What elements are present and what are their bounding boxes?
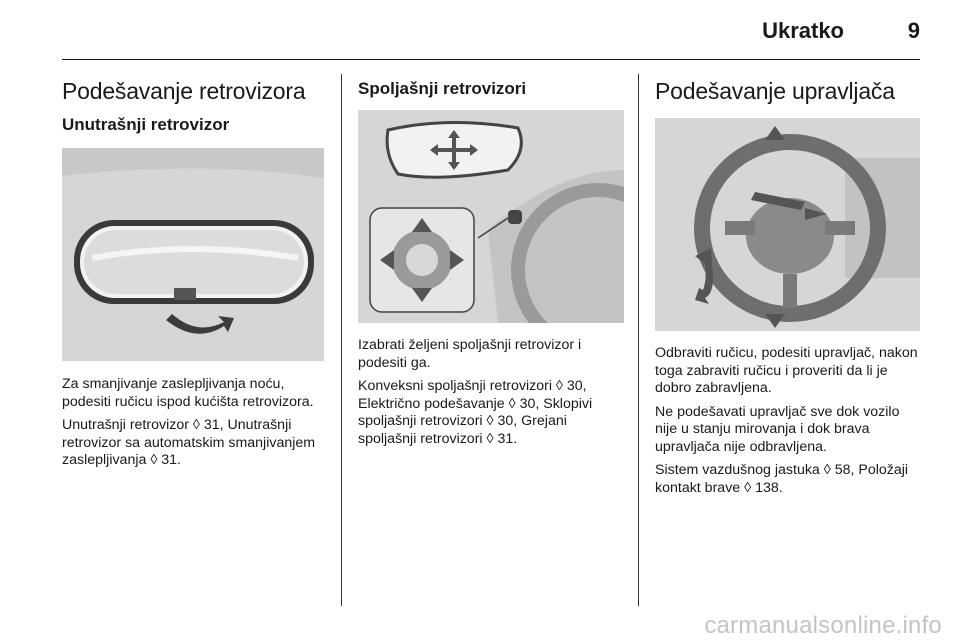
section-heading: Podešavanje retrovizora [62, 78, 306, 104]
section-heading: Podešavanje upravljača [655, 78, 895, 104]
body-paragraph: Ne podešavati upravljač sve dok vozilo nije u stanju mirovanja i dok brava upravljača nije odbravljena. [655, 403, 900, 455]
outside-mirror-illustration [358, 110, 624, 323]
column-divider [638, 74, 639, 606]
column-steering-wheel [655, 74, 920, 503]
body-paragraph: Unutrašnji retrovizor ◊ 31, Unutrašnji retrovizor sa automatskim smanjivanjem zaslepljivanja ◊ 31. [62, 417, 316, 468]
page-number: 9 [907, 18, 920, 43]
column-inside-mirror [62, 74, 324, 476]
body-paragraph: Izabrati željeni spoljašnji retrovizor i podesiti ga. [358, 337, 582, 371]
section-title: Ukratko [762, 18, 844, 43]
body-paragraph: Sistem vazdušnog jastuka ◊ 58, Položaji kontakt brave ◊ 138. [655, 462, 909, 496]
steering-wheel-illustration [655, 118, 920, 331]
body-paragraph: Odbraviti ručicu, podesiti upravljač, nakon toga zabraviti ručicu i proveriti da li je dobro zabravljena. [655, 345, 918, 396]
body-paragraph: Konveksni spoljašnji retrovizori ◊ 30, Električno podešavanje ◊ 30, Sklopivi spoljašnji retrovizori ◊ 30, Grejani spoljašnji retrovizori ◊ 31. [358, 378, 593, 447]
body-paragraph: Za smanjivanje zaslepljivanja noću, podesiti ručicu ispod kućišta retrovizora. [62, 376, 314, 410]
subsection-heading: Unutrašnji retrovizor [62, 115, 230, 134]
watermark: carmanualsonline.info [704, 612, 942, 639]
column-outside-mirrors [358, 74, 624, 454]
column-divider [341, 74, 342, 606]
page-header [62, 0, 920, 60]
inside-mirror-illustration [62, 148, 324, 361]
section-heading: Spoljašnji retrovizori [358, 79, 527, 98]
